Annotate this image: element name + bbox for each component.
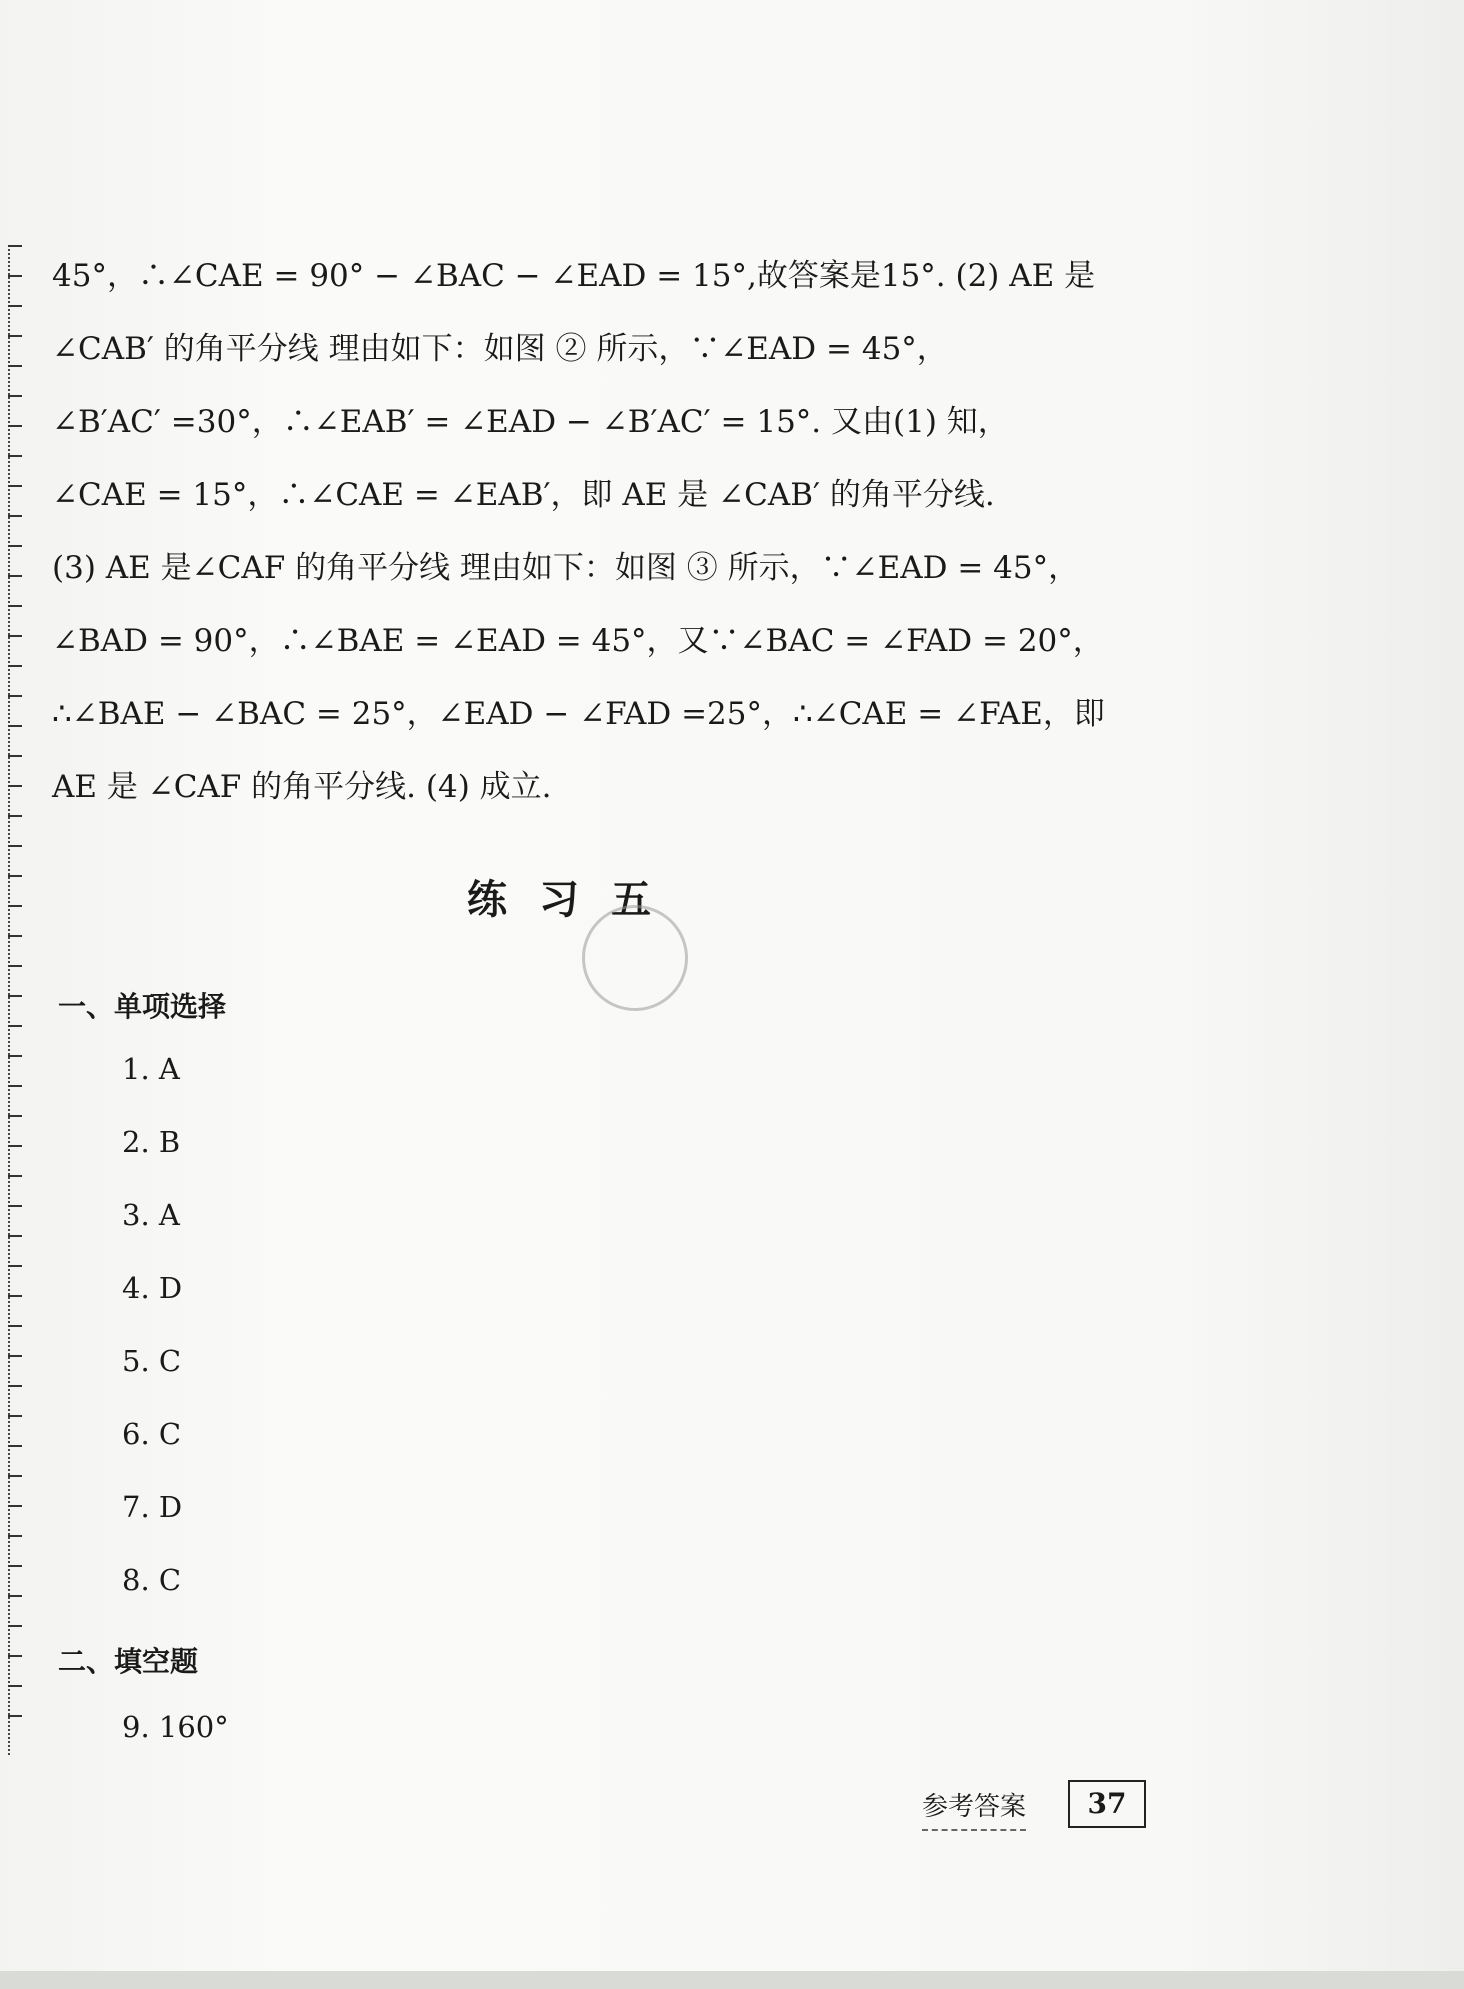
- binding-tick: [8, 1145, 22, 1147]
- choice-answer: 3. A: [122, 1198, 180, 1232]
- binding-tick: [8, 785, 22, 787]
- binding-tick: [8, 965, 22, 967]
- binding-margin: [8, 245, 30, 1755]
- section-title: 练习五: [467, 877, 683, 923]
- binding-tick: [8, 1445, 22, 1447]
- binding-tick: [8, 845, 22, 847]
- answer-line: ∠CAE = 15°，∴∠CAE = ∠EAB′，即 AE 是 ∠CAB′ 的角平分线.: [52, 477, 995, 513]
- binding-tick: [8, 995, 22, 997]
- binding-tick: [8, 695, 22, 697]
- binding-tick: [8, 1115, 22, 1117]
- binding-tick: [8, 1355, 22, 1357]
- part2-heading: 二、填空题: [58, 1645, 199, 1678]
- binding-tick: [8, 425, 22, 427]
- binding-tick: [8, 1415, 22, 1417]
- binding-tick: [8, 335, 22, 337]
- binding-tick: [8, 1055, 22, 1057]
- binding-tick: [8, 1025, 22, 1027]
- binding-tick: [8, 1085, 22, 1087]
- choice-answer: 8. C: [122, 1563, 182, 1597]
- binding-tick: [8, 1325, 22, 1327]
- choice-answer: 4. D: [122, 1271, 183, 1305]
- binding-tick: [8, 1475, 22, 1477]
- scan-edge: [0, 1971, 1464, 1989]
- binding-tick: [8, 545, 22, 547]
- binding-tick: [8, 275, 22, 277]
- answer-line: (3) AE 是∠CAF 的角平分线 理由如下：如图 ③ 所示，∵∠EAD = 45°，: [52, 550, 1080, 586]
- binding-tick: [8, 1595, 22, 1597]
- choice-answer: 7. D: [122, 1490, 183, 1524]
- binding-tick: [8, 395, 22, 397]
- binding-tick: [8, 815, 22, 817]
- binding-tick: [8, 1205, 22, 1207]
- binding-tick: [8, 1175, 22, 1177]
- answer-line: ∠B′AC′ =30°，∴∠EAB′ = ∠EAD − ∠B′AC′ = 15°. 又由(1) 知，: [52, 404, 1009, 440]
- binding-tick: [8, 305, 22, 307]
- binding-tick: [8, 1235, 22, 1237]
- answer-line: ∴∠BAE − ∠BAC = 25°，∠EAD − ∠FAD =25°，∴∠CAE = ∠FAE，即: [52, 696, 1105, 732]
- page-number: 37: [1068, 1780, 1146, 1828]
- binding-tick: [8, 515, 22, 517]
- binding-tick: [8, 935, 22, 937]
- binding-tick: [8, 245, 22, 247]
- binding-tick: [8, 1385, 22, 1387]
- choice-answer: 6. C: [122, 1417, 182, 1451]
- binding-tick: [8, 1295, 22, 1297]
- binding-tick: [8, 1685, 22, 1687]
- binding-tick: [8, 665, 22, 667]
- binding-tick: [8, 755, 22, 757]
- answer-line: 45°，∴∠CAE = 90° − ∠BAC − ∠EAD = 15°,故答案是15°. (2) AE 是: [52, 258, 1096, 294]
- binding-tick: [8, 1565, 22, 1567]
- binding-tick: [8, 1505, 22, 1507]
- part1-heading: 一、单项选择: [58, 990, 227, 1023]
- choice-answer: 1. A: [122, 1052, 180, 1086]
- choice-answer: 2. B: [122, 1125, 181, 1159]
- binding-tick: [8, 1625, 22, 1627]
- binding-tick: [8, 365, 22, 367]
- binding-tick: [8, 605, 22, 607]
- binding-tick: [8, 1535, 22, 1537]
- binding-tick: [8, 725, 22, 727]
- fill-answer: 9. 160°: [122, 1710, 229, 1744]
- answer-line: ∠CAB′ 的角平分线 理由如下：如图 ② 所示，∵∠EAD = 45°，: [52, 331, 948, 367]
- binding-tick: [8, 1715, 22, 1717]
- choice-answer: 5. C: [122, 1344, 182, 1378]
- binding-tick: [8, 485, 22, 487]
- binding-tick: [8, 575, 22, 577]
- answer-line: AE 是 ∠CAF 的角平分线. (4) 成立.: [52, 769, 552, 805]
- binding-tick: [8, 635, 22, 637]
- answer-paragraph: [52, 240, 1142, 824]
- binding-tick: [8, 455, 22, 457]
- binding-tick: [8, 1265, 22, 1267]
- footer-label: 参考答案: [922, 1786, 1026, 1831]
- answer-line: ∠BAD = 90°，∴∠BAE = ∠EAD = 45°，又∵∠BAC = ∠FAD = 20°，: [52, 623, 1104, 659]
- binding-tick: [8, 1655, 22, 1657]
